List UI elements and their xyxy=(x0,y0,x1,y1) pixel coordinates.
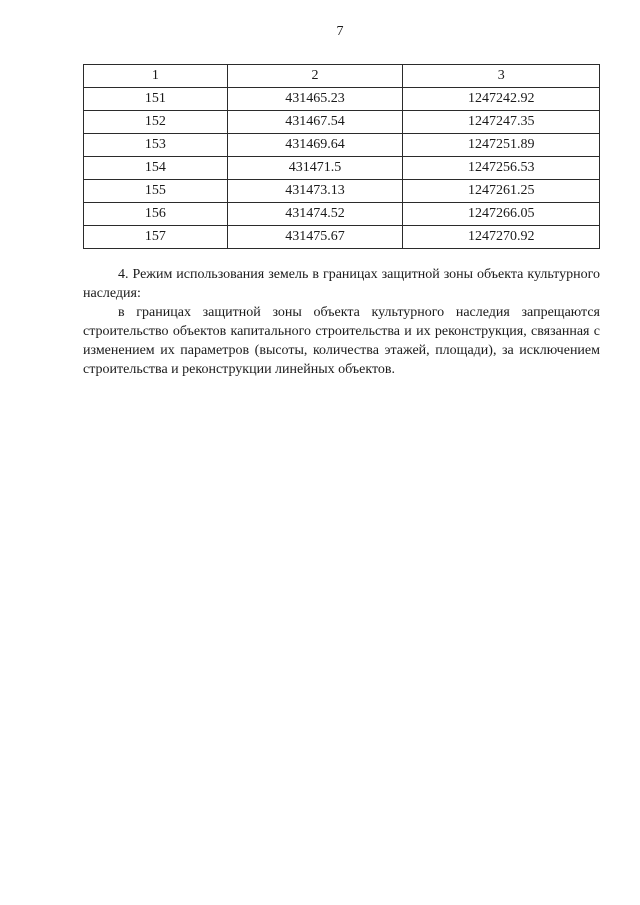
y-coordinate-cell: 1247270.92 xyxy=(403,226,600,249)
point-number-cell: 152 xyxy=(84,111,228,134)
point-number-cell: 153 xyxy=(84,134,228,157)
x-coordinate-cell: 431471.5 xyxy=(227,157,403,180)
table-row xyxy=(84,88,600,111)
table-row xyxy=(84,180,600,203)
point-number-cell: 157 xyxy=(84,226,228,249)
page-number: 7 xyxy=(336,24,344,39)
coordinates-table xyxy=(83,64,600,249)
table-row xyxy=(84,226,600,249)
column-header: 1 xyxy=(84,65,228,88)
y-coordinate-cell: 1247247.35 xyxy=(403,111,600,134)
x-coordinate-cell: 431473.13 xyxy=(227,180,403,203)
y-coordinate-cell: 1247256.53 xyxy=(403,157,600,180)
column-header: 3 xyxy=(403,65,600,88)
table-row xyxy=(84,111,600,134)
column-header: 2 xyxy=(227,65,403,88)
x-coordinate-cell: 431475.67 xyxy=(227,226,403,249)
point-number-cell: 156 xyxy=(84,203,228,226)
section-heading-paragraph: 4. Режим использования земель в границах защитной зоны объекта культурного наследия: xyxy=(83,267,600,301)
point-number-cell: 154 xyxy=(84,157,228,180)
restriction-paragraph: в границах защитной зоны объекта культурного наследия запрещаются строительство объектов капитального строительства и их реконструкция, связанная с изменением их параметров (высоты, количества этажей, площади), за исключением строительства и реконструкции линейных объектов. xyxy=(83,305,600,377)
y-coordinate-cell: 1247261.25 xyxy=(403,180,600,203)
x-coordinate-cell: 431474.52 xyxy=(227,203,403,226)
table-row xyxy=(84,203,600,226)
y-coordinate-cell: 1247242.92 xyxy=(403,88,600,111)
table-row xyxy=(84,157,600,180)
x-coordinate-cell: 431465.23 xyxy=(227,88,403,111)
point-number-cell: 155 xyxy=(84,180,228,203)
land-use-regime-section xyxy=(83,265,600,379)
y-coordinate-cell: 1247251.89 xyxy=(403,134,600,157)
table-row xyxy=(84,134,600,157)
x-coordinate-cell: 431469.64 xyxy=(227,134,403,157)
x-coordinate-cell: 431467.54 xyxy=(227,111,403,134)
table-header-row xyxy=(84,65,600,88)
y-coordinate-cell: 1247266.05 xyxy=(403,203,600,226)
point-number-cell: 151 xyxy=(84,88,228,111)
